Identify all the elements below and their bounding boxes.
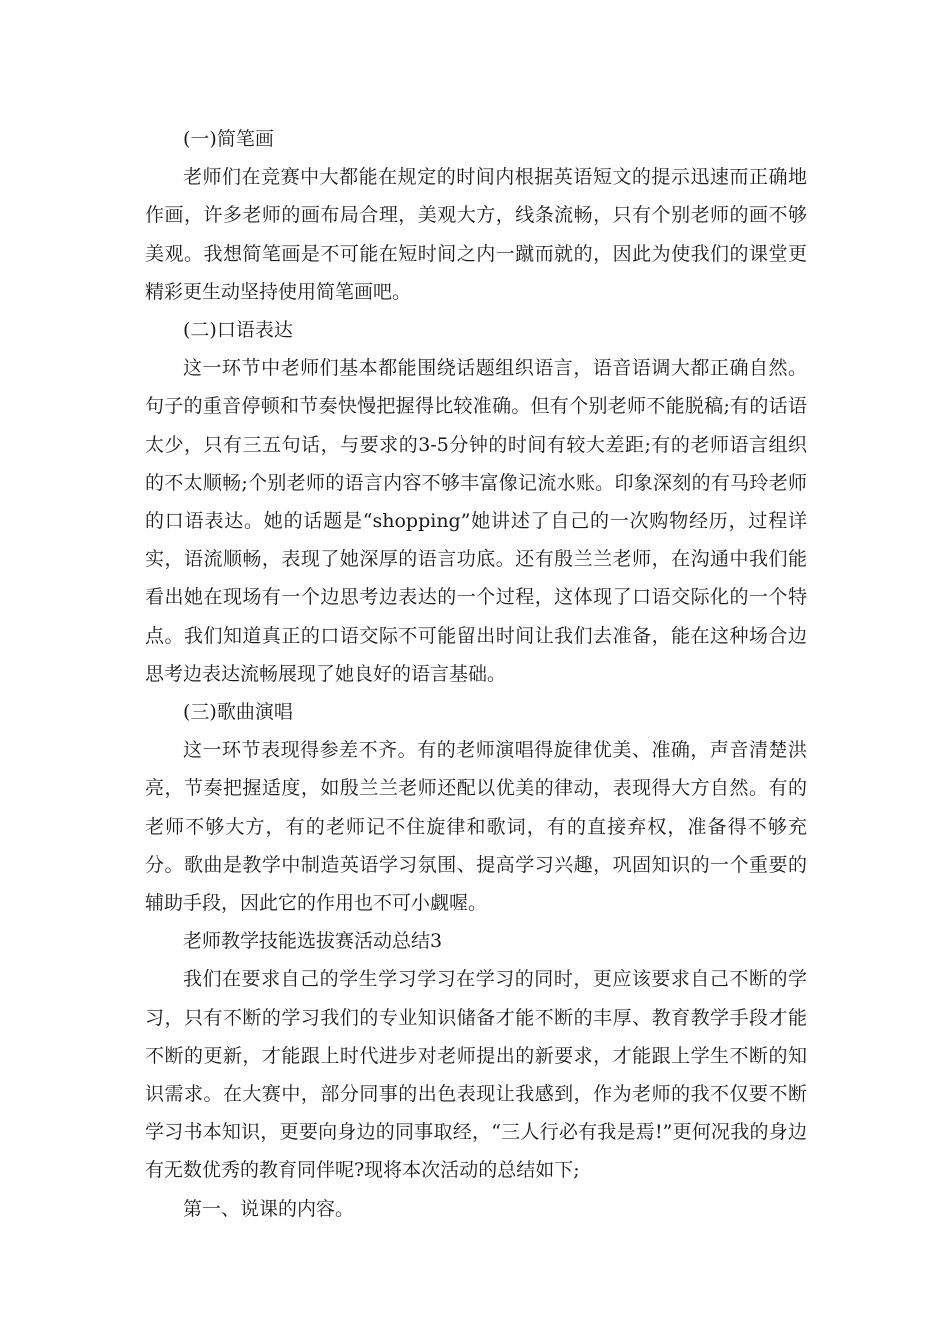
paragraph-singing: 这一环节表现得参差不齐。有的老师演唱得旋律优美、准确，声音清楚洪亮，节奏把握适度，如殷兰兰老师还配以优美的律动，表现得大方自然。有的老师不够大方，有的老师记不住旋律和歌词，有的直接弃权，准备得不够充分。歌曲是教学中制造英语学习氛围、提高学习兴趣，巩固知识的一个重要的辅助手段，因此它的作用也不可小觑喔。 [145, 739, 807, 915]
section-heading-oral-expression: (二)口语表达 [183, 319, 293, 342]
section-heading-singing: (三)歌曲演唱 [183, 701, 293, 724]
paragraph-oral-expression: 这一环节中老师们基本都能围绕话题组织语言，语音语调大都正确自然。句子的重音停顿和节奏快慢把握得比较准确。但有个别老师不能脱稿;有的话语太少，只有三五句话，与要求的3-5分钟的时间有较大差距;有的老师语言组织的不太顺畅;个别老师的语言内容不够丰富像记流水账。印象深刻的有马玲老师的口语表达。她的话题是“shopping”她讲述了自己的一次购物经历，过程详实，语流顺畅，表现了她深厚的语言功底。还有殷兰兰老师，在沟通中我们能看出她在现场有一个边思考边表达的一个过程，这体现了口语交际化的一个特点。我们知道真正的口语交际不可能留出时间让我们去准备，能在这种场合边思考边表达流畅展现了她良好的语言基础。 [145, 357, 807, 685]
paragraph-summary-3: 我们在要求自己的学生学习学习在学习的同时，更应该要求自己不断的学习，只有不断的学习我们的专业知识储备才能不断的丰厚、教育教学手段才能不断的更新，才能跟上时代进步对老师提出的新要求，才能跟上学生不断的知识需求。在大赛中，部分同事的出色表现让我感到，作为老师的我不仅要不断学习书本知识，更要向身边的同事取经，“三人行必有我是焉!”更何况我的身边有无数优秀的教育同伴呢?现将本次活动的总结如下; [145, 968, 807, 1182]
section-heading-stick-figure: (一)简笔画 [183, 128, 274, 150]
paragraph-stick-figure: 老师们在竞赛中大都能在规定的时间内根据英语短文的提示迅速而正确地作画，许多老师的画布局合理，美观大方，线条流畅，只有个别老师的画不够美观。我想简笔画是不可能在短时间之内一蹴而就的，因此为使我们的课堂更精彩更生动坚持使用简笔画吧。 [145, 166, 807, 303]
section-heading-summary-3: 老师教学技能选拔赛活动总结3 [183, 930, 443, 953]
paragraph-first-lesson-content: 第一、说课的内容。 [183, 1197, 355, 1220]
document-page [145, 120, 807, 1228]
